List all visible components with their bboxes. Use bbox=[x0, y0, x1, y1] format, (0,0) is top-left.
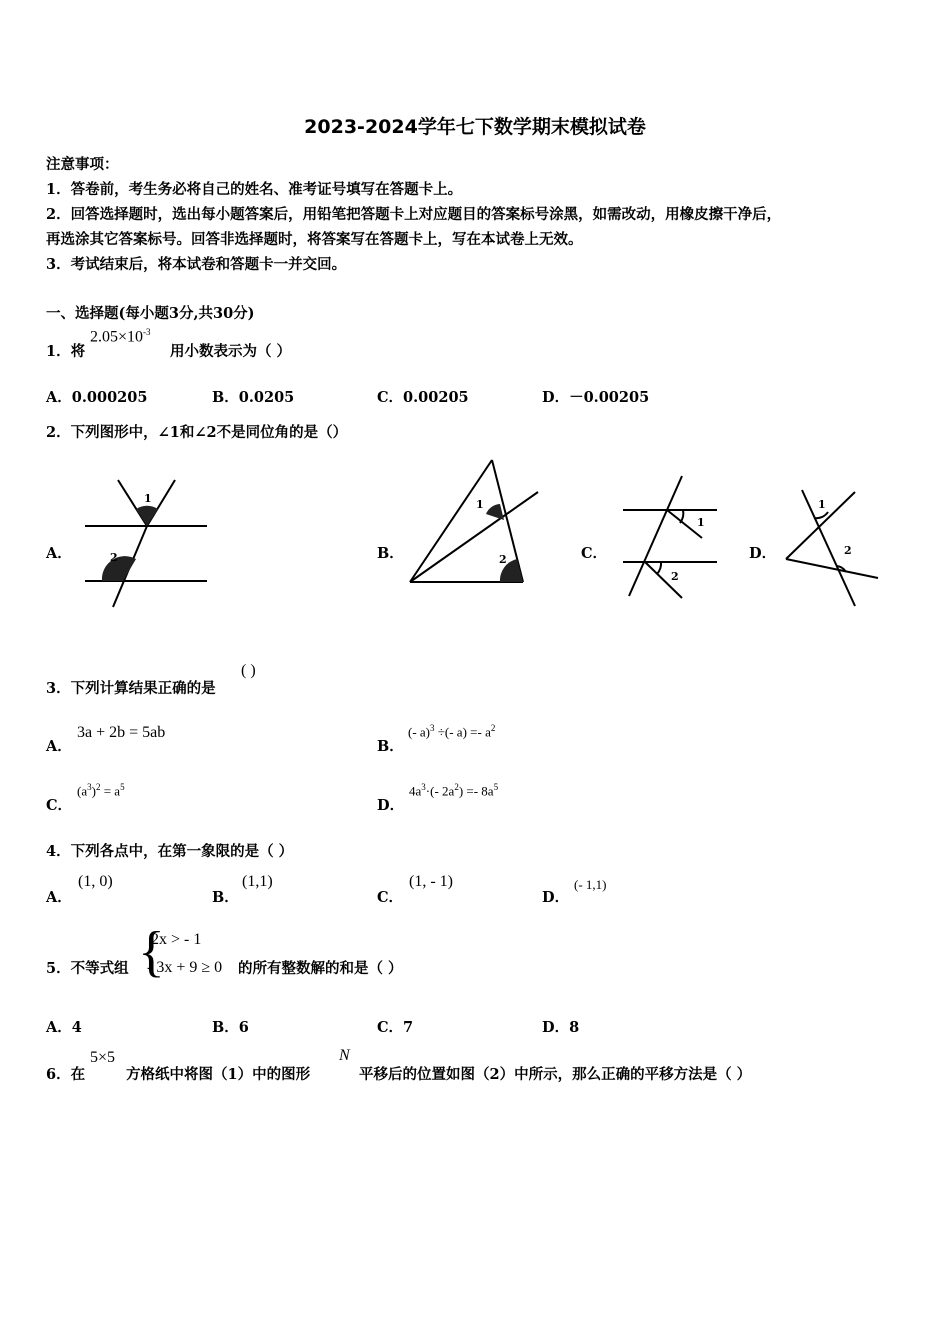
q3-stem: 3．下列计算结果正确的是 bbox=[46, 680, 216, 697]
q3-option-b-expr[interactable]: (- a)$^3$ ÷(- $a) =- a^2$ bbox=[408, 723, 496, 740]
q6-var: N bbox=[339, 1047, 350, 1064]
q1-expression: $2.05\times 10^{-3}$ bbox=[90, 327, 151, 346]
q2-c-mark-1: 1 bbox=[697, 516, 705, 529]
page-title: 2023-2024学年七下数学期末模拟试卷 bbox=[304, 116, 646, 138]
q2-label-a[interactable]: A． bbox=[46, 545, 72, 562]
q2-a-mark-1: 1 bbox=[144, 492, 152, 505]
q4-option-b-value[interactable]: (1,1) bbox=[242, 873, 273, 890]
q2-figure-a bbox=[80, 475, 215, 615]
q3-option-a-expr[interactable]: 3a + 2b = 5ab bbox=[77, 724, 166, 741]
q6-suffix: 平移后的位置如图（2）中所示，那么正确的平移方法是（ ） bbox=[359, 1066, 752, 1083]
q4-option-a-value[interactable]: (1, 0) bbox=[78, 873, 113, 890]
q2-label-c[interactable]: C． bbox=[581, 545, 608, 562]
q2-figure-d bbox=[778, 482, 888, 612]
q6-mid: 方格纸中将图（1）中的图形 bbox=[126, 1066, 311, 1083]
q3-label-c[interactable]: C． bbox=[46, 797, 73, 814]
q3-label-d[interactable]: D． bbox=[377, 797, 405, 814]
q1-prefix: 1．将 bbox=[46, 343, 86, 360]
q1-option-a[interactable]: A．0.000205 bbox=[46, 389, 148, 406]
q4-label-c[interactable]: C． bbox=[377, 889, 404, 906]
q2-stem: 2．下列图形中，∠1和∠2不是同位角的是（） bbox=[46, 424, 348, 441]
notice-item: 1．答卷前，考生务必将自己的姓名、准考证号填写在答题卡上。 bbox=[46, 181, 463, 198]
q4-label-d[interactable]: D． bbox=[542, 889, 570, 906]
q4-label-a[interactable]: A． bbox=[46, 889, 72, 906]
q3-paren: ( ) bbox=[241, 662, 256, 679]
q1-option-d[interactable]: D．－0.00205 bbox=[542, 389, 650, 406]
q1-option-b[interactable]: B．0.0205 bbox=[212, 389, 295, 406]
q2-figure-c bbox=[615, 468, 725, 608]
q2-b-mark-2: 2 bbox=[499, 553, 507, 566]
q2-b-mark-1: 1 bbox=[476, 498, 484, 511]
q2-figure-b bbox=[400, 452, 545, 592]
notice-item: 2．回答选择题时，选出每小题答案后，用铅笔把答题卡上对应题目的答案标号涂黑，如需改动，用橡皮擦干净后， bbox=[46, 206, 782, 223]
q6-prefix: 6．在 bbox=[46, 1066, 86, 1083]
section-heading: 一、选择题(每小题3分,共30分) bbox=[46, 305, 255, 322]
q2-label-b[interactable]: B． bbox=[377, 545, 404, 562]
notice-item: 再选涂其它答案标号。回答非选择题时，将答案写在答题卡上，写在本试卷上无效。 bbox=[46, 231, 583, 248]
q5-option-c[interactable]: C．7 bbox=[377, 1019, 414, 1036]
q6-grid-size: 5×5 bbox=[90, 1049, 116, 1066]
q5-inequality-2: - 3x + 9 ≥ 0 bbox=[147, 959, 223, 976]
q3-label-b[interactable]: B． bbox=[377, 738, 404, 755]
q5-option-a[interactable]: A．4 bbox=[46, 1019, 82, 1036]
q4-option-d-value[interactable]: (- 1,1) bbox=[574, 877, 607, 892]
q1-option-c[interactable]: C．0.00205 bbox=[377, 389, 469, 406]
q1-suffix: 用小数表示为（ ） bbox=[170, 343, 292, 360]
notice-heading: 注意事项： bbox=[46, 156, 119, 173]
q2-a-mark-2: 2 bbox=[110, 551, 118, 564]
q2-d-mark-2: 2 bbox=[844, 544, 852, 557]
notice-item: 3．考试结束后，将本试卷和答题卡一并交回。 bbox=[46, 256, 347, 273]
q2-label-d[interactable]: D． bbox=[749, 545, 777, 562]
q5-option-d[interactable]: D．8 bbox=[542, 1019, 580, 1036]
q4-option-c-value[interactable]: (1, - 1) bbox=[409, 873, 453, 890]
q2-d-mark-1: 1 bbox=[818, 498, 826, 511]
q5-option-b[interactable]: B．6 bbox=[212, 1019, 249, 1036]
q3-option-d-expr[interactable]: $4a^3\cdot(-$ $2a^2) =- 8a^5$ bbox=[409, 782, 499, 799]
q4-stem: 4．下列各点中，在第一象限的是（ ） bbox=[46, 843, 294, 860]
multiply-dot-icon: · bbox=[425, 783, 431, 799]
left-brace-icon: { bbox=[138, 921, 165, 983]
q3-option-c-expr[interactable]: $(a^3)^2 = a^5$ bbox=[77, 782, 125, 799]
q4-label-b[interactable]: B． bbox=[212, 889, 239, 906]
q2-c-mark-2: 2 bbox=[671, 570, 679, 583]
q3-label-a[interactable]: A． bbox=[46, 738, 72, 755]
q5-prefix: 5．不等式组 bbox=[46, 960, 129, 977]
q5-inequality-1: 2x > - 1 bbox=[151, 931, 202, 948]
q5-suffix: 的所有整数解的和是（ ） bbox=[238, 960, 403, 977]
